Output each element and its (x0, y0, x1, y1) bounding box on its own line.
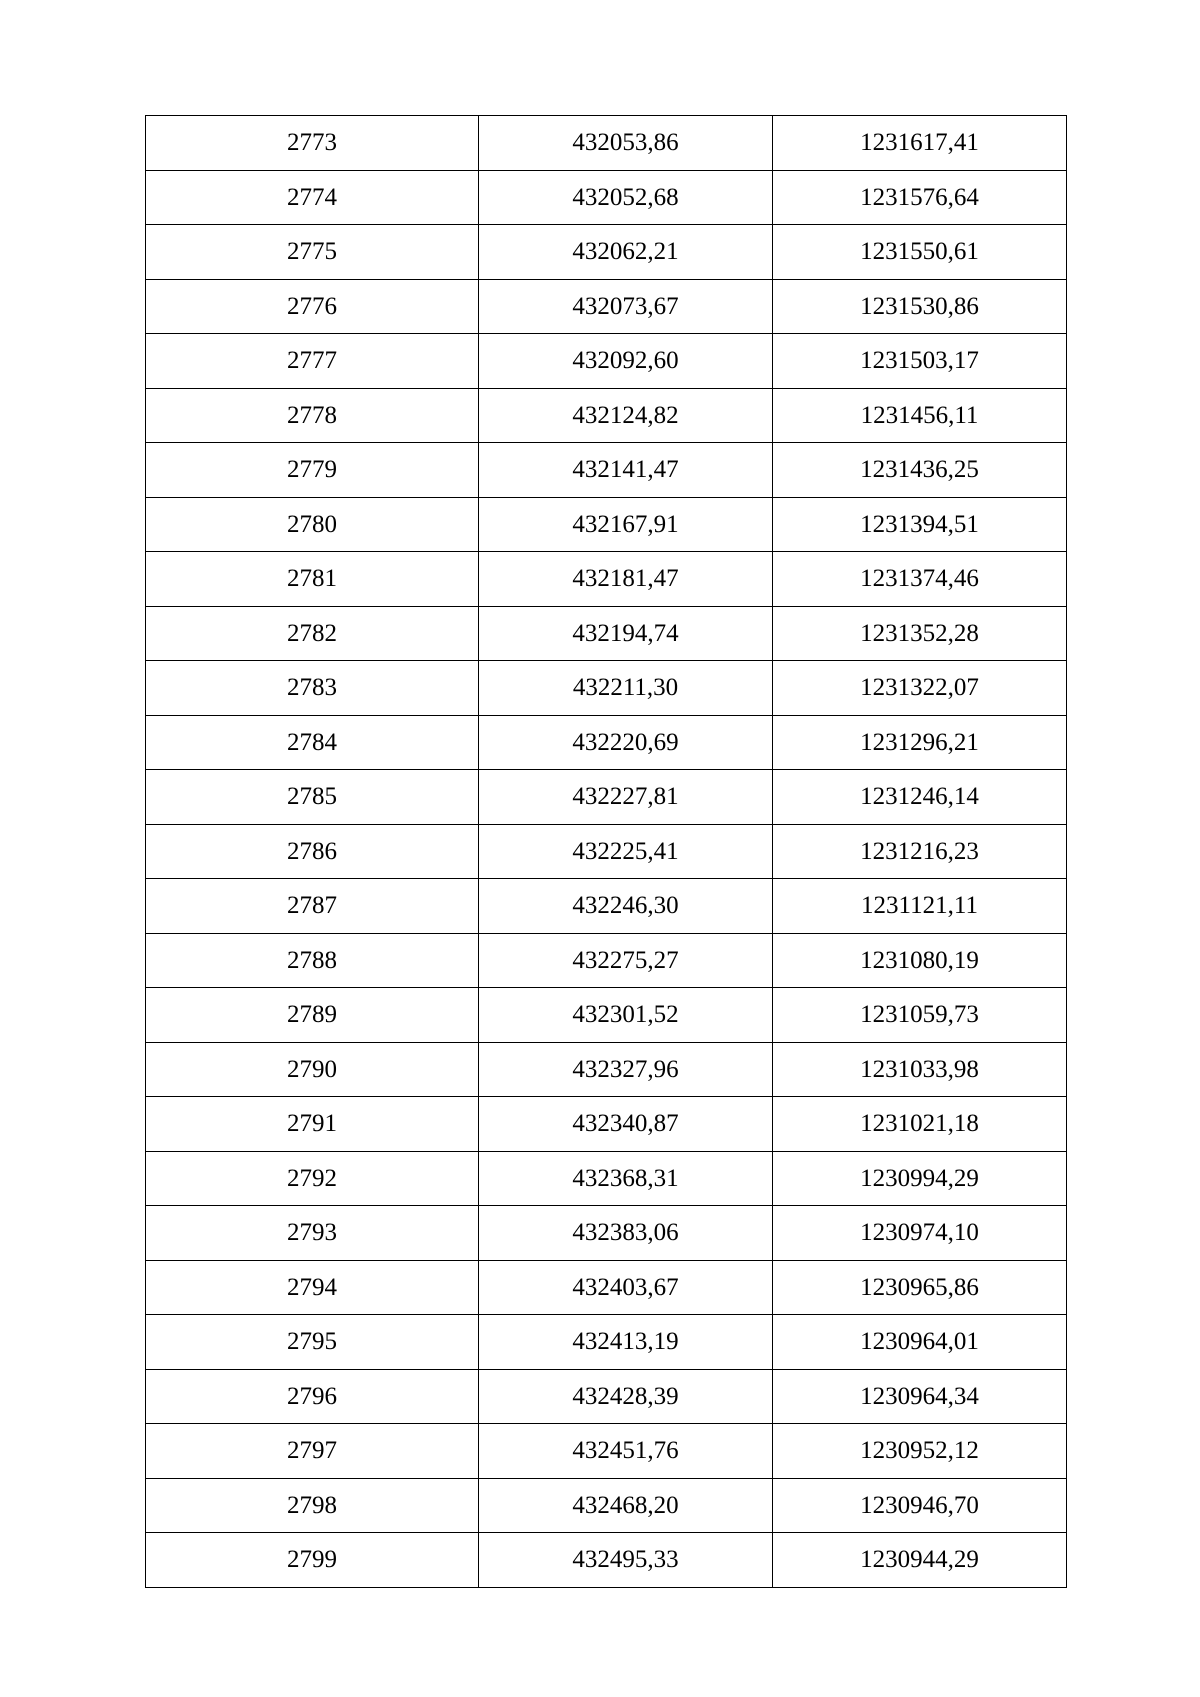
x-coordinate-cell: 432211,30 (479, 661, 773, 716)
point-number-cell: 2789 (146, 988, 479, 1043)
x-coordinate-cell: 432468,20 (479, 1478, 773, 1533)
y-coordinate-cell: 1231617,41 (773, 116, 1067, 171)
table-row (146, 606, 1067, 661)
table-row (146, 1478, 1067, 1533)
y-coordinate-cell: 1231550,61 (773, 225, 1067, 280)
table-row (146, 497, 1067, 552)
x-coordinate-cell: 432092,60 (479, 334, 773, 389)
table-row (146, 334, 1067, 389)
y-coordinate-cell: 1231246,14 (773, 770, 1067, 825)
point-number-cell: 2792 (146, 1151, 479, 1206)
y-coordinate-cell: 1231121,11 (773, 879, 1067, 934)
table-row (146, 1097, 1067, 1152)
x-coordinate-cell: 432275,27 (479, 933, 773, 988)
table-row (146, 443, 1067, 498)
x-coordinate-cell: 432495,33 (479, 1533, 773, 1588)
table-row (146, 170, 1067, 225)
point-number-cell: 2784 (146, 715, 479, 770)
y-coordinate-cell: 1231530,86 (773, 279, 1067, 334)
y-coordinate-cell: 1230994,29 (773, 1151, 1067, 1206)
x-coordinate-cell: 432220,69 (479, 715, 773, 770)
y-coordinate-cell: 1231216,23 (773, 824, 1067, 879)
table-row (146, 879, 1067, 934)
x-coordinate-cell: 432327,96 (479, 1042, 773, 1097)
point-number-cell: 2781 (146, 552, 479, 607)
y-coordinate-cell: 1231033,98 (773, 1042, 1067, 1097)
table-row (146, 661, 1067, 716)
point-number-cell: 2780 (146, 497, 479, 552)
y-coordinate-cell: 1230974,10 (773, 1206, 1067, 1261)
y-coordinate-cell: 1230965,86 (773, 1260, 1067, 1315)
y-coordinate-cell: 1230964,01 (773, 1315, 1067, 1370)
table-row (146, 1260, 1067, 1315)
x-coordinate-cell: 432181,47 (479, 552, 773, 607)
table-row (146, 552, 1067, 607)
table-row (146, 225, 1067, 280)
point-number-cell: 2787 (146, 879, 479, 934)
x-coordinate-cell: 432124,82 (479, 388, 773, 443)
point-number-cell: 2791 (146, 1097, 479, 1152)
point-number-cell: 2774 (146, 170, 479, 225)
table-row (146, 1369, 1067, 1424)
y-coordinate-cell: 1231322,07 (773, 661, 1067, 716)
point-number-cell: 2783 (146, 661, 479, 716)
table-row (146, 1424, 1067, 1479)
x-coordinate-cell: 432246,30 (479, 879, 773, 934)
x-coordinate-cell: 432227,81 (479, 770, 773, 825)
x-coordinate-cell: 432403,67 (479, 1260, 773, 1315)
table-row (146, 824, 1067, 879)
table-row (146, 933, 1067, 988)
x-coordinate-cell: 432141,47 (479, 443, 773, 498)
table-row (146, 715, 1067, 770)
point-number-cell: 2788 (146, 933, 479, 988)
y-coordinate-cell: 1231374,46 (773, 552, 1067, 607)
point-number-cell: 2786 (146, 824, 479, 879)
y-coordinate-cell: 1231059,73 (773, 988, 1067, 1043)
table-row (146, 988, 1067, 1043)
point-number-cell: 2773 (146, 116, 479, 171)
x-coordinate-cell: 432073,67 (479, 279, 773, 334)
point-number-cell: 2799 (146, 1533, 479, 1588)
x-coordinate-cell: 432062,21 (479, 225, 773, 280)
table-row (146, 1206, 1067, 1261)
x-coordinate-cell: 432383,06 (479, 1206, 773, 1261)
point-number-cell: 2797 (146, 1424, 479, 1479)
table-row (146, 279, 1067, 334)
point-number-cell: 2794 (146, 1260, 479, 1315)
x-coordinate-cell: 432413,19 (479, 1315, 773, 1370)
y-coordinate-cell: 1230952,12 (773, 1424, 1067, 1479)
x-coordinate-cell: 432340,87 (479, 1097, 773, 1152)
y-coordinate-cell: 1231436,25 (773, 443, 1067, 498)
y-coordinate-cell: 1231394,51 (773, 497, 1067, 552)
x-coordinate-cell: 432301,52 (479, 988, 773, 1043)
point-number-cell: 2790 (146, 1042, 479, 1097)
y-coordinate-cell: 1231296,21 (773, 715, 1067, 770)
table-row (146, 388, 1067, 443)
x-coordinate-cell: 432368,31 (479, 1151, 773, 1206)
point-number-cell: 2778 (146, 388, 479, 443)
table-row (146, 1533, 1067, 1588)
x-coordinate-cell: 432194,74 (479, 606, 773, 661)
y-coordinate-cell: 1231503,17 (773, 334, 1067, 389)
table-row (146, 116, 1067, 171)
x-coordinate-cell: 432053,86 (479, 116, 773, 171)
y-coordinate-cell: 1230964,34 (773, 1369, 1067, 1424)
x-coordinate-cell: 432052,68 (479, 170, 773, 225)
point-number-cell: 2777 (146, 334, 479, 389)
x-coordinate-cell: 432167,91 (479, 497, 773, 552)
y-coordinate-cell: 1231456,11 (773, 388, 1067, 443)
table-row (146, 1042, 1067, 1097)
y-coordinate-cell: 1230946,70 (773, 1478, 1067, 1533)
x-coordinate-cell: 432225,41 (479, 824, 773, 879)
table-row (146, 770, 1067, 825)
table-row (146, 1151, 1067, 1206)
point-number-cell: 2798 (146, 1478, 479, 1533)
y-coordinate-cell: 1230944,29 (773, 1533, 1067, 1588)
y-coordinate-cell: 1231352,28 (773, 606, 1067, 661)
table-row (146, 1315, 1067, 1370)
point-number-cell: 2779 (146, 443, 479, 498)
point-number-cell: 2785 (146, 770, 479, 825)
point-number-cell: 2782 (146, 606, 479, 661)
point-number-cell: 2775 (146, 225, 479, 280)
x-coordinate-cell: 432428,39 (479, 1369, 773, 1424)
x-coordinate-cell: 432451,76 (479, 1424, 773, 1479)
point-number-cell: 2796 (146, 1369, 479, 1424)
y-coordinate-cell: 1231080,19 (773, 933, 1067, 988)
point-number-cell: 2795 (146, 1315, 479, 1370)
point-number-cell: 2776 (146, 279, 479, 334)
y-coordinate-cell: 1231021,18 (773, 1097, 1067, 1152)
coordinates-table-body (146, 116, 1067, 1588)
y-coordinate-cell: 1231576,64 (773, 170, 1067, 225)
coordinates-table (145, 115, 1067, 1588)
point-number-cell: 2793 (146, 1206, 479, 1261)
